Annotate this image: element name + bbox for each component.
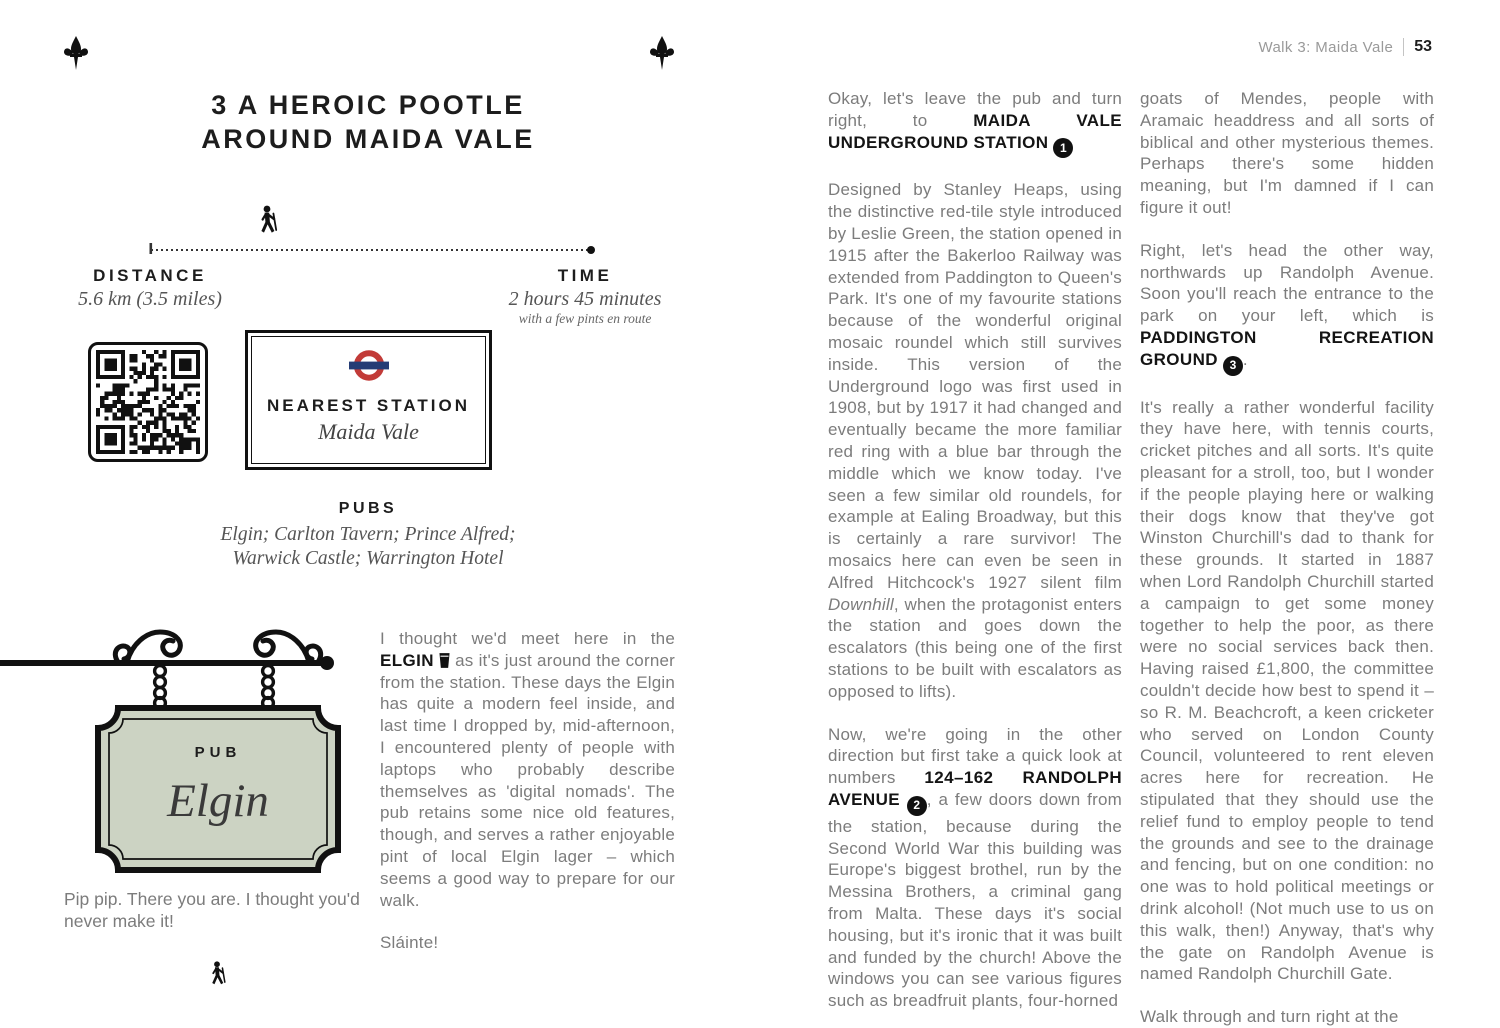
page-number: 53 xyxy=(1414,38,1432,55)
numbered-stop-marker: 3 xyxy=(1223,356,1243,376)
hiker-with-stick-icon xyxy=(204,960,230,994)
distance-value: 5.6 km (3.5 miles) xyxy=(78,288,222,310)
nearest-station-box xyxy=(245,330,492,470)
body-paragraph: Walk through and turn right at the xyxy=(1140,1007,1399,1027)
sign-type-label: PUB xyxy=(194,744,242,761)
page-header xyxy=(1258,38,1432,56)
underground-roundel-icon xyxy=(348,349,390,382)
time-note: with a few pints en route xyxy=(518,311,652,326)
body-paragraph: Designed by Stanley Heaps, using the distinctive red-tile style introduced by Leslie Green, the station opened in 1915 after the Bakerloo Railway was extended from Paddington to Queen's Park. It's one of my favourite stations because of the wonderful original mosaic roundel which still survives inside. This version of the Underground logo was first used in 1908, but by 1917 it had changed and eventually became the more familiar red ring with a blue bar through the middle which we know today. I've seen a few similar old roundels, for example at Ealing Broadway, but this is certainly a rare survivor! The mosaics here can even be seen in Alfred Hitchcock's 1927 silent film Downhill, when the protagonist enters the station and goes down the escalators (this being one of the first stations to be built with escalators as opposed to lifts). xyxy=(828,180,1122,701)
hiker-with-stick-icon xyxy=(261,206,276,233)
walk-title-line2: AROUND MAIDA VALE xyxy=(201,124,535,154)
toast-line: Sláinte! xyxy=(380,933,439,953)
nearest-station-label: NEAREST STATION xyxy=(266,396,471,415)
time-value: 2 hours 45 minutes xyxy=(508,288,662,310)
sign-scrollwork xyxy=(115,632,320,662)
body-paragraph: It's really a rather wonderful facility they have here, with tennis courts, cricket pitches and all sorts. It's quite pleasant for a stroll, too, but I wonder if the people playing here or walking their dogs know that they've got Winston Churchill's dad to thank for these grounds. It started in 1887 when Lord Randolph Churchill started a campaign to get some money together to help the poor, as there were no social services back then. Having raised £1,800, the committee couldn't decide how best to spend it – so R. M. Beachcroft, a keen cricketer who served on London County Council, volunteered to rent eleven acres here for recreation. He stipulated that they should use the relief fund to employ people to tend the grounds and see to the drainage and fencing, but on one condition: no one was to hold political meetings or drink alcohol! (Not much use to us on this walk, then!) Anyway, that's why the gate on Randolph Avenue is named Randolph Churchill Gate. xyxy=(1140,397,1434,984)
pip-pip-note: Pip pip. There you are. I thought you'd never make it! xyxy=(64,889,360,931)
fleur-de-lis-icon xyxy=(64,36,88,70)
route-line-graphic xyxy=(148,198,598,254)
nearest-station-value: Maida Vale xyxy=(318,419,419,444)
pint-icon xyxy=(439,653,450,668)
pub-sign-illustration xyxy=(0,618,352,880)
fleur-de-lis-icon xyxy=(650,36,674,70)
text-column-1 xyxy=(828,88,1122,1028)
qr-code xyxy=(88,342,208,462)
numbered-stop-marker: 1 xyxy=(1053,138,1073,158)
header-divider xyxy=(1403,38,1404,56)
pubs-list-line1: Elgin; Carlton Tavern; Prince Alfred; xyxy=(220,524,516,545)
qr-code-pattern xyxy=(96,350,200,454)
walk-title xyxy=(118,88,618,156)
time-label: TIME xyxy=(557,266,613,285)
pubs-list-line2: Warwick Castle; Warrington Hotel xyxy=(232,548,504,569)
text-column-2 xyxy=(1140,88,1434,1028)
body-paragraph: Now, we're going in the other direction but first take a quick look at numbers 124–162 RANDOLPH AVENUE 2 , a few doors down from the station, because during the Second World War this building was Europe's biggest brothel, run by the Messina Brothers, a criminal gang from Malta. These days it's social housing, but it's ironic that it was built and funded by the church! Above the windows you can see various figures such as breadfruit plants, four-horned xyxy=(828,724,1123,1011)
intro-paragraph: I thought we'd meet here in the ELGIN as it's just around the corner from the station. These days the Elgin has quite a modern feel inside, and last time I dropped by, mid-afternoon, I encountered plenty of people with laptops who probably describe themselves as 'digital nomads'. The pub retains some nice old features, though, and serves a rather enjoyable pint of local Elgin lager – which seems a good way to prepare for our walk. xyxy=(380,629,675,910)
intro-text xyxy=(380,628,675,975)
sign-pub-name: Elgin xyxy=(167,775,269,827)
distance-label: DISTANCE xyxy=(93,266,207,285)
body-paragraph: Right, let's head the other way, northwards up Randolph Avenue. Soon you'll reach the entrance to the park on your left, which is PADDINGTON RECREATION GROUND 3 . xyxy=(1140,240,1434,376)
numbered-stop-marker: 2 xyxy=(907,796,927,816)
walk-title-line1: 3 A HEROIC POOTLE xyxy=(211,90,525,120)
body-paragraph: goats of Mendes, people with Aramaic headdress and all sorts of biblical and other mysterious themes. Perhaps there's some hidden meaning, but I'm damned if I can figure it out! xyxy=(1140,89,1434,217)
pubs-label: PUBS xyxy=(338,500,398,517)
sign-chains xyxy=(155,666,274,709)
body-paragraph: Okay, let's leave the pub and turn right, to MAIDA VALE UNDERGROUND STATION 1 xyxy=(828,88,1122,158)
running-head: Walk 3: Maida Vale xyxy=(1258,38,1394,56)
